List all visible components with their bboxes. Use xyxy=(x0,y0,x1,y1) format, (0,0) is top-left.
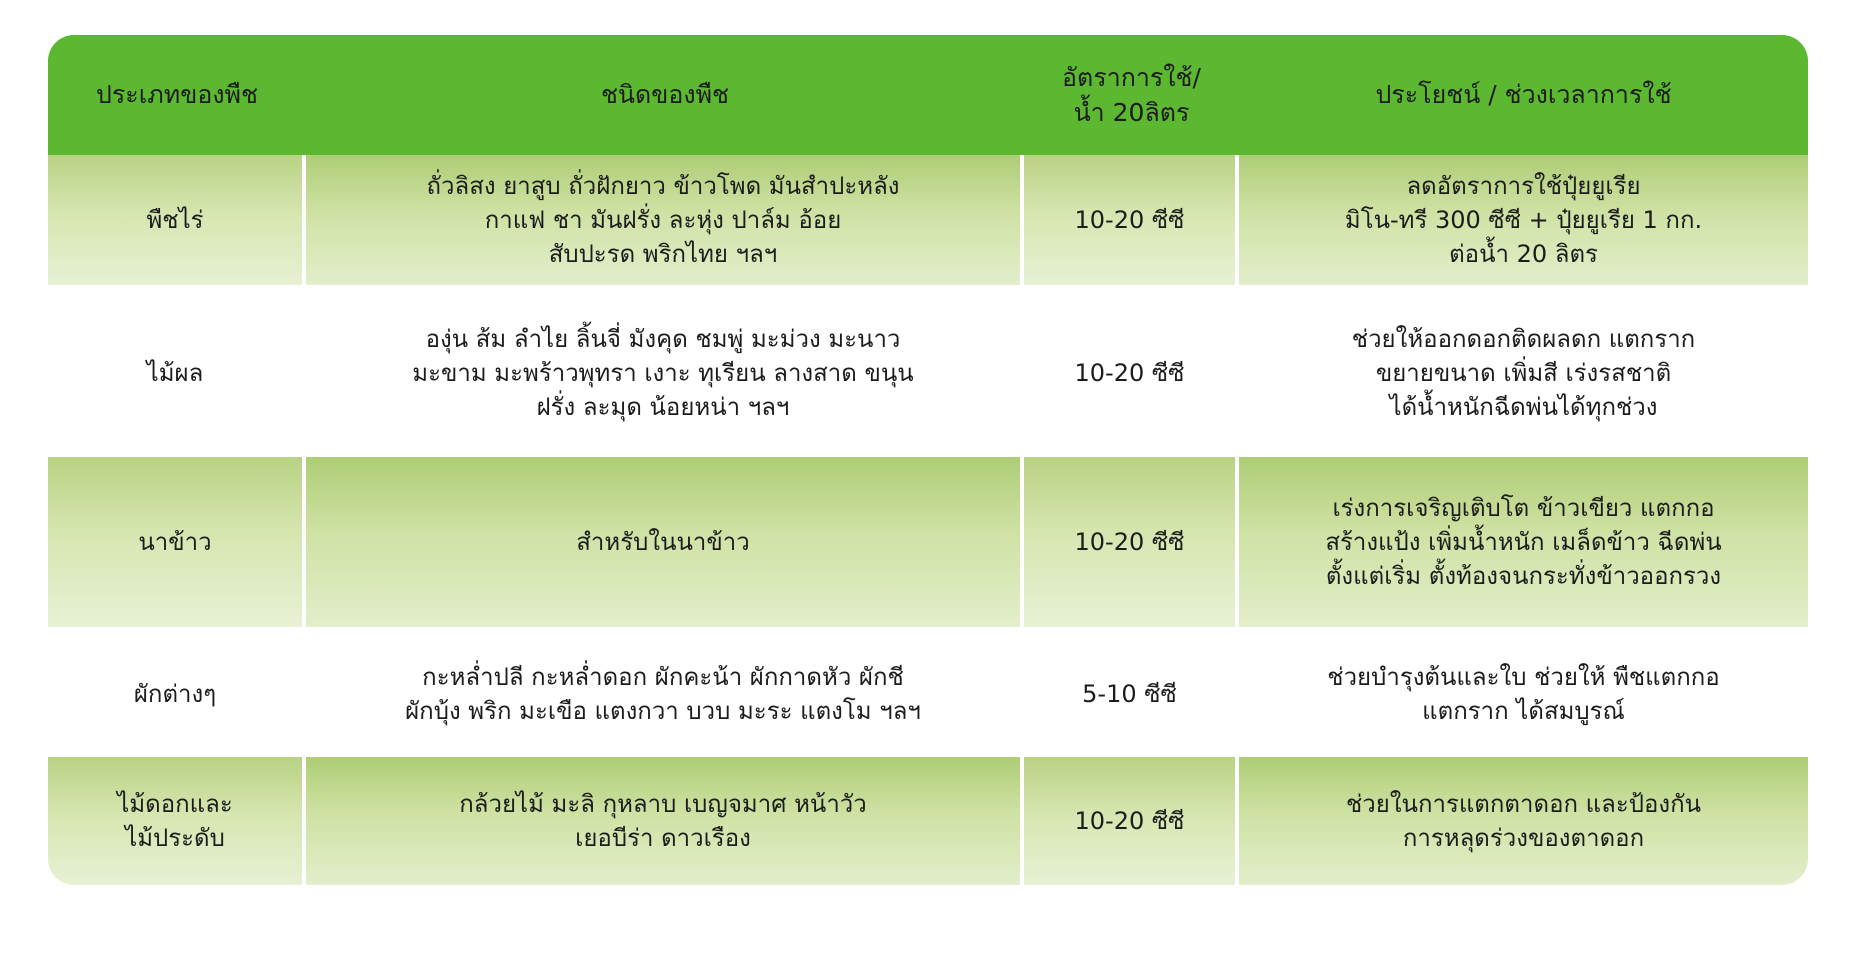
cell-usage-rate: 5-10 ซีซี xyxy=(1024,627,1239,757)
cell-benefit: เร่งการเจริญเติบโต ข้าวเขียว แตกกอ สร้างแป้ง เพิ่มน้ำหนัก เมล็ดข้าว ฉีดพ่น ตั้งแต่เริ่ม ตั้งท้องจนกระทั่งข้าวออกรวง xyxy=(1239,457,1808,627)
header-line: น้ำ 20ลิตร xyxy=(1073,98,1190,127)
table-header-row xyxy=(48,35,1808,155)
column-header-plant-type xyxy=(306,35,1024,155)
cell-benefit: ช่วยบำรุงต้นและใบ ช่วยให้ พืชแตกกอ แตกราก ได้สมบูรณ์ xyxy=(1239,627,1808,757)
cell-plant-type: ถั่วลิสง ยาสูบ ถั่วฝักยาว ข้าวโพด มันสำปะหลัง กาแฟ ชา มันฝรั่ง ละหุ่ง ปาล์ม อ้อย สับปะรด พริกไทย ฯลฯ xyxy=(306,155,1024,285)
cell-plant-type: สำหรับในนาข้าว xyxy=(306,457,1024,627)
cell-usage-rate: 10-20 ซีซี xyxy=(1024,285,1239,457)
plant-usage-table xyxy=(48,35,1808,885)
cell-plant-category: ไม้ดอกและ ไม้ประดับ xyxy=(48,757,306,885)
table-header xyxy=(48,35,1808,155)
cell-benefit: ช่วยให้ออกดอกติดผลดก แตกราก ขยายขนาด เพิ่มสี เร่งรสชาติ ได้น้ำหนักฉีดพ่นได้ทุกช่วง xyxy=(1239,285,1808,457)
cell-benefit: ลดอัตราการใช้ปุ๋ยยูเรีย มิโน-ทรี 300 ซีซี + ปุ๋ยยูเรีย 1 กก. ต่อน้ำ 20 ลิตร xyxy=(1239,155,1808,285)
table-row xyxy=(48,457,1808,627)
header-line: อัตราการใช้/ xyxy=(1062,62,1201,92)
table-body xyxy=(48,155,1808,885)
table-row xyxy=(48,627,1808,757)
cell-plant-type: องุ่น ส้ม ลำไย ลิ้นจี่ มังคุด ชมพู่ มะม่วง มะนาว มะขาม มะพร้าวพุทรา เงาะ ทุเรียน ลางสาด ขนุน ฝรั่ง ละมุด น้อยหน่า ฯลฯ xyxy=(306,285,1024,457)
cell-usage-rate: 10-20 ซีซี xyxy=(1024,155,1239,285)
header-line: ชนิดของพืช xyxy=(600,80,730,110)
header-line: ประเภทของพืช xyxy=(96,80,258,110)
column-header-plant-category xyxy=(48,35,306,155)
table-row xyxy=(48,285,1808,457)
cell-plant-category: ไม้ผล xyxy=(48,285,306,457)
header-line: ประโยชน์ / ช่วงเวลาการใช้ xyxy=(1375,80,1672,110)
column-header-benefit-timing xyxy=(1239,35,1808,155)
column-header-usage-rate xyxy=(1024,35,1239,155)
usage-table-container xyxy=(48,35,1808,885)
table-row xyxy=(48,155,1808,285)
cell-usage-rate: 10-20 ซีซี xyxy=(1024,757,1239,885)
cell-plant-category: นาข้าว xyxy=(48,457,306,627)
cell-plant-type: กะหล่ำปลี กะหล่ำดอก ผักคะน้า ผักกาดหัว ผักชี ผักบุ้ง พริก มะเขือ แตงกวา บวบ มะระ แตงโม ฯลฯ xyxy=(306,627,1024,757)
cell-plant-category: ผักต่างๆ xyxy=(48,627,306,757)
cell-usage-rate: 10-20 ซีซี xyxy=(1024,457,1239,627)
cell-benefit: ช่วยในการแตกตาดอก และป้องกัน การหลุดร่วงของตาดอก xyxy=(1239,757,1808,885)
cell-plant-category: พืชไร่ xyxy=(48,155,306,285)
table-row xyxy=(48,757,1808,885)
cell-plant-type: กล้วยไม้ มะลิ กุหลาบ เบญจมาศ หน้าวัว เยอบีร่า ดาวเรือง xyxy=(306,757,1024,885)
